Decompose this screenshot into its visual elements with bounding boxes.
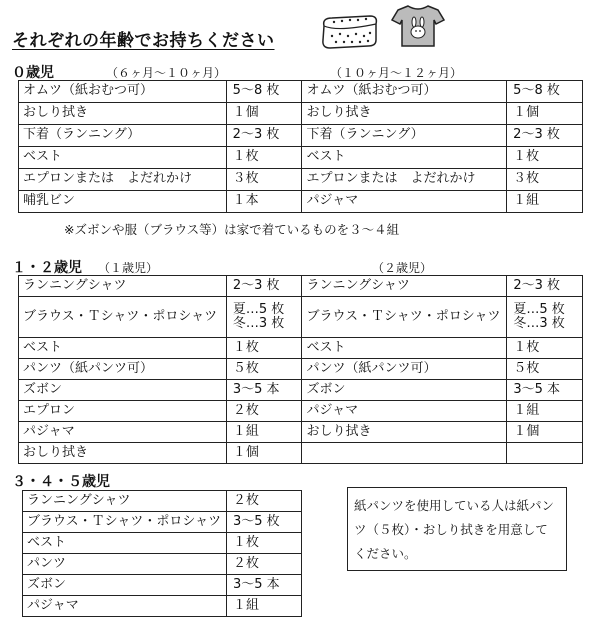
quantity-text: １組 <box>232 597 259 613</box>
table-row <box>19 338 583 359</box>
quantity-text: 夏…5 枚 <box>513 301 565 317</box>
quantity-text: １本 <box>232 193 259 209</box>
item-text: 下着（ランニング） <box>306 127 424 143</box>
item-cell <box>302 276 507 297</box>
quantity-text: 冬…3 枚 <box>232 316 285 331</box>
quantity-cell <box>226 359 302 380</box>
table-age-12 <box>18 275 583 464</box>
item-cell <box>302 125 507 147</box>
item-text: ブラウス・Ｔシャツ・ポロシャツ <box>306 308 501 324</box>
section-sub-right-12: （２歳児） <box>372 261 433 275</box>
section-sub-left-0: （６ヶ月～１０ヶ月） <box>106 66 227 80</box>
quantity-text: １個 <box>513 423 540 439</box>
quantity-text: 冬…3 枚 <box>513 316 565 331</box>
quantity-text: ３枚 <box>232 171 259 187</box>
quantity-cell <box>226 147 302 169</box>
item-text: パジャマ <box>27 597 79 613</box>
item-text: おしり拭き <box>23 105 89 121</box>
item-text: オムツ（紙おむつ可） <box>23 83 154 99</box>
folded-cloth-icon <box>318 12 382 52</box>
quantity-text: 5～8 枚 <box>232 83 280 99</box>
table-row <box>23 491 302 512</box>
quantity-text: １個 <box>232 444 259 460</box>
quantity-cell <box>226 125 302 147</box>
item-cell <box>19 338 227 359</box>
quantity-cell <box>226 81 302 103</box>
quantity-cell <box>507 276 583 297</box>
item-text: オムツ（紙おむつ可） <box>306 83 437 99</box>
quantity-text: 2～3 枚 <box>232 277 280 293</box>
quantity-text: ５枚 <box>232 360 259 376</box>
item-text: ベスト <box>27 534 67 550</box>
section-heading-345: ３・４・５歳児 <box>12 474 110 490</box>
quantity-text: 5～8 枚 <box>513 83 560 99</box>
quantity-cell <box>226 596 301 617</box>
quantity-text: １個 <box>513 105 540 121</box>
quantity-text: ２枚 <box>232 555 259 571</box>
quantity-cell <box>226 380 302 401</box>
item-cell <box>19 422 227 443</box>
item-text: パジャマ <box>306 193 359 209</box>
item-text: ズボン <box>27 576 67 592</box>
table-row <box>19 169 583 191</box>
item-text: ランニングシャツ <box>306 277 410 293</box>
quantity-cell <box>507 359 583 380</box>
quantity-cell <box>507 443 583 464</box>
quantity-cell <box>507 147 583 169</box>
item-text: おしり拭き <box>306 105 372 121</box>
quantity-text: １組 <box>513 402 540 418</box>
quantity-text: 2～3 枚 <box>232 127 280 143</box>
item-text: パンツ（紙パンツ可） <box>306 360 437 376</box>
item-text: ズボン <box>23 381 63 397</box>
quantity-text: ３枚 <box>513 171 540 187</box>
item-cell <box>19 401 227 422</box>
item-cell <box>19 125 227 147</box>
quantity-cell <box>226 491 301 512</box>
item-text: おしり拭き <box>23 444 89 460</box>
item-cell <box>302 422 507 443</box>
table-row <box>19 401 583 422</box>
quantity-cell <box>226 401 302 422</box>
item-cell <box>302 103 507 125</box>
quantity-text: 2～3 枚 <box>513 127 560 143</box>
item-cell <box>302 81 507 103</box>
quantity-cell <box>226 443 302 464</box>
quantity-cell <box>226 575 301 596</box>
table-row <box>19 81 583 103</box>
quantity-cell <box>507 169 583 191</box>
quantity-text: 3～5 本 <box>232 381 280 397</box>
item-text: ベスト <box>23 339 63 355</box>
quantity-text: １枚 <box>232 149 259 165</box>
paper-pants-note: 紙パンツを使用している人は紙パンツ（５枚）・おしり拭きを用意してください。 <box>347 487 567 571</box>
quantity-text: 3～5 枚 <box>232 513 280 529</box>
item-cell <box>19 191 227 213</box>
table-row <box>23 512 302 533</box>
quantity-cell <box>226 512 301 533</box>
quantity-cell <box>507 380 583 401</box>
item-text: ズボン <box>306 381 346 397</box>
table-row <box>19 103 583 125</box>
table-row <box>19 191 583 213</box>
item-cell <box>23 512 227 533</box>
quantity-cell <box>507 125 583 147</box>
quantity-text: １枚 <box>513 339 540 355</box>
item-cell <box>23 491 227 512</box>
item-text: 哺乳ビン <box>23 193 76 209</box>
quantity-text: １組 <box>232 423 259 439</box>
item-text: パンツ（紙パンツ可） <box>23 360 154 376</box>
quantity-text: ５枚 <box>513 360 540 376</box>
table-row <box>23 554 302 575</box>
table-row <box>19 276 583 297</box>
section-sub-right-0: （１０ヶ月～１２ヶ月） <box>330 66 463 80</box>
section-heading-0: ０歳児 <box>12 65 54 81</box>
item-cell <box>19 147 227 169</box>
table-row <box>19 147 583 169</box>
item-cell <box>302 380 507 401</box>
item-cell <box>302 338 507 359</box>
quantity-text: ２枚 <box>232 402 259 418</box>
quantity-cell <box>226 554 301 575</box>
item-cell <box>302 359 507 380</box>
item-text: ベスト <box>306 149 346 165</box>
quantity-cell <box>507 297 583 338</box>
item-text: パンツ <box>27 555 67 571</box>
item-text: エプロンまたは よだれかけ <box>23 171 193 187</box>
item-text: ランニングシャツ <box>23 277 127 293</box>
section-sub-left-12: （１歳児） <box>98 261 159 275</box>
quantity-text: ２枚 <box>232 492 259 508</box>
quantity-cell <box>226 533 301 554</box>
page-title: それぞれの年齢でお持ちください <box>12 31 275 51</box>
table-row <box>23 533 302 554</box>
quantity-cell <box>226 338 302 359</box>
quantity-cell <box>226 276 302 297</box>
item-text: エプロン <box>23 402 76 418</box>
quantity-text: 3～5 本 <box>513 381 561 397</box>
note-age-0: ※ズボンや服（ブラウス等）は家で着ているものを３～４組 <box>64 222 400 237</box>
quantity-cell <box>507 191 583 213</box>
item-cell <box>23 554 227 575</box>
table-age-345 <box>22 490 302 617</box>
item-cell <box>19 297 227 338</box>
item-text: ベスト <box>306 339 346 355</box>
quantity-text: １個 <box>232 105 259 121</box>
table-age-0 <box>18 80 583 213</box>
quantity-cell <box>226 169 302 191</box>
table-row <box>23 596 302 617</box>
item-text: エプロンまたは よだれかけ <box>306 171 476 187</box>
quantity-cell <box>507 103 583 125</box>
item-cell <box>19 81 227 103</box>
table-row <box>19 125 583 147</box>
table-row <box>19 380 583 401</box>
table-row <box>19 422 583 443</box>
quantity-cell <box>226 103 302 125</box>
item-cell <box>19 169 227 191</box>
item-cell <box>23 533 227 554</box>
quantity-cell <box>507 338 583 359</box>
item-cell <box>19 103 227 125</box>
item-text: ブラウス・Ｔシャツ・ポロシャツ <box>27 513 222 529</box>
item-text: 下着（ランニング） <box>23 127 141 143</box>
quantity-cell <box>507 422 583 443</box>
item-cell <box>302 443 507 464</box>
quantity-text: １枚 <box>232 534 259 550</box>
quantity-text: 2～3 枚 <box>513 277 561 293</box>
item-text: パジャマ <box>23 423 75 439</box>
item-cell <box>19 359 227 380</box>
item-cell <box>19 380 227 401</box>
table-row <box>19 359 583 380</box>
quantity-cell <box>507 81 583 103</box>
item-text: ブラウス・Ｔシャツ・ポロシャツ <box>23 308 218 324</box>
item-text: パジャマ <box>306 402 359 418</box>
quantity-cell <box>226 297 302 338</box>
item-cell <box>302 297 507 338</box>
quantity-cell <box>226 422 302 443</box>
item-cell <box>23 596 227 617</box>
section-heading-12: １・２歳児 <box>12 260 82 276</box>
table-row <box>23 575 302 596</box>
item-cell <box>19 443 227 464</box>
quantity-text: １枚 <box>232 339 259 355</box>
quantity-cell <box>226 191 302 213</box>
quantity-text: 夏…5 枚 <box>232 301 285 317</box>
item-text: ランニングシャツ <box>27 492 131 508</box>
item-cell <box>19 276 227 297</box>
table-row <box>19 443 583 464</box>
quantity-text: １組 <box>513 193 540 209</box>
quantity-text: １枚 <box>513 149 540 165</box>
table-row <box>19 297 583 338</box>
tshirt-icon <box>390 2 446 50</box>
item-text: おしり拭き <box>306 423 372 439</box>
item-cell <box>302 191 507 213</box>
item-cell <box>302 147 507 169</box>
item-cell <box>302 169 507 191</box>
quantity-text: 3～5 本 <box>232 576 280 592</box>
item-text: ベスト <box>23 149 63 165</box>
item-cell <box>302 401 507 422</box>
item-cell <box>23 575 227 596</box>
quantity-cell <box>507 401 583 422</box>
